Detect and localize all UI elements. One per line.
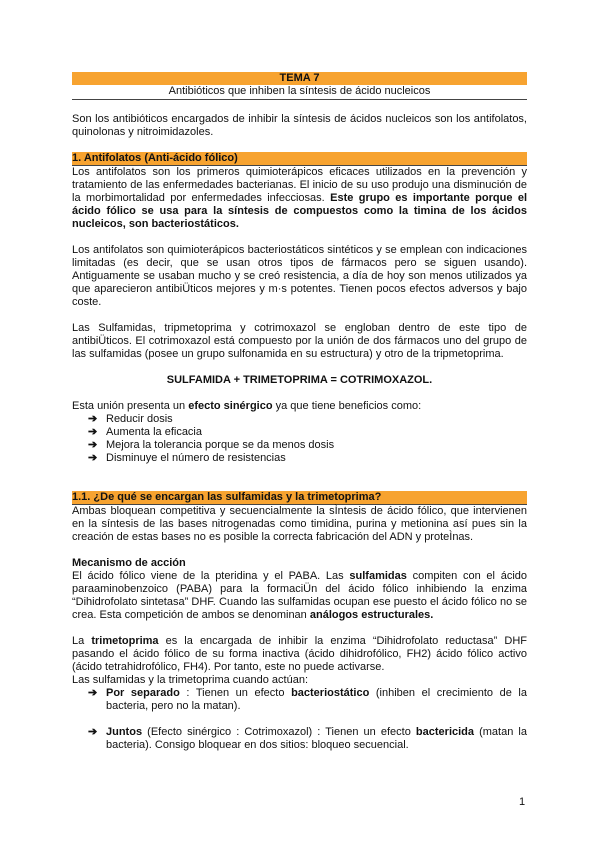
page-subtitle: Antibióticos que inhiben la síntesis de ácido nucleicos [72,85,527,100]
section-1-heading: 1. Antifolatos (Anti-ácido fólico) [72,152,527,166]
action-intro: Las sulfamidas y la trimetoprima cuando actúan: [72,674,309,686]
page-number: 1 [519,796,526,808]
list-item: ➔ Aumenta la eficacia [88,426,202,438]
arrow-icon: ➔ [88,687,98,699]
arrow-icon: ➔ [88,413,98,425]
arrow-icon: ➔ [88,439,98,451]
page-title: TEMA 7 [72,72,527,85]
list-item: ➔ Mejora la tolerancia porque se da menos dosis [88,439,335,451]
mechanism-paragraph: El ácido fólico viene de la pteridina y el PABA. Las sulfamidas compiten con el ácido paraaminobenzoico (PABA) para la formaciÜn del ácido fólico inhibiendo la enzima “Dihidrofolato sintetasa” DHF. Cuando las sulfamidas ocupan ese puesto el ácido fólico no se crea. Esta competición de ambos se denominan análogos estructurales. [72,570,527,621]
section-1-1-heading: 1.1. ¿De qué se encargan las sulfamidas y la trimetoprima? [72,491,527,505]
arrow-icon: ➔ [88,726,98,738]
benefits-list [72,413,527,465]
section-1-paragraph-3: Las Sulfamidas, tripmetoprima y cotrimoxazol se engloban dentro de este tipo de antibiÜticos. El cotrimoxazol está compuesto por la unión de dos fármacos uno del grupo de las sulfamidas (posee un grupo sulfonamida en su estructura) y otro de la tripmetoprima. [72,322,527,360]
section-1-1-paragraph-1: Ambas bloquean competitiva y secuencialmente la sÌntesis de ácido fólico, que intervienen en la síntesis de las bases nitrogenadas como timidina, purina y metionina así pues sin la creación de estas bases no es posible la correcta fabricación del ADN y proteÌnas. [72,505,527,543]
list-item: ➔ Juntos (Efecto sinérgico : Cotrimoxazol) : Tienen un efecto bactericida (matan la bacteria). Consigo bloquear en dos sitios: bloqueo secuencial. [88,726,527,751]
section-1-paragraph-2: Los antifolatos son quimioterápicos bacteriostáticos sintéticos y se emplean con indicaciones limitadas (es decir, que se usan otros tipos de fármacos pero se siguen usando). Antiguamente se usaban mucho y se creó resistencia, a día de hoy son menos utilizados ya que aparecieron antibiÜticos mejores y m·s potentes. Tienen pocos efectos adversos y bajo coste. [72,244,527,308]
list-item: ➔ Por separado : Tienen un efecto bacteriostático (inhiben el crecimiento de la bacteria, pero no la matan). [88,687,527,712]
trimetoprima-paragraph: La trimetoprima es la encargada de inhibir la enzima “Dihidrofolato reductasa” DHF pasando el ácido fólico de su forma inactiva (ácido dihidrofólico, FH2) ácido fólico activo (ácido tetrahidrofólico, FH4). Por tanto, este no puede activarse. [72,635,527,673]
list-item: ➔ Disminuye el número de resistencias [88,452,286,464]
mechanism-heading: Mecanismo de acción [72,557,186,569]
section-1-paragraph-1: Los antifolatos son los primeros quimioterápicos eficaces utilizados en la prevención y tratamiento de las enfermedades bacterianas. El inicio de su uso produjo una disminución de la morbimortalidad por enfermedades infecciosas. Este grupo es importante porque el ácido fólico se usa para la síntesis de compuestos como la timina de los ácidos nucleicos, son bacteriostáticos. [72,166,528,230]
list-item: ➔ Reducir dosis [88,413,173,425]
document-page [72,72,527,752]
arrow-icon: ➔ [88,452,98,464]
section-1-paragraph-4: Esta unión presenta un efecto sinérgico ya que tiene beneficios como: [72,400,422,412]
intro-paragraph: Son los antibióticos encargados de inhibir la síntesis de ácidos nucleicos son los antifolatos, quinolonas y nitroimidazoles. [72,113,527,138]
formula-line: SULFAMIDA + TRIMETOPRIMA = COTRIMOXAZOL. [166,374,433,386]
arrow-icon: ➔ [88,426,98,438]
